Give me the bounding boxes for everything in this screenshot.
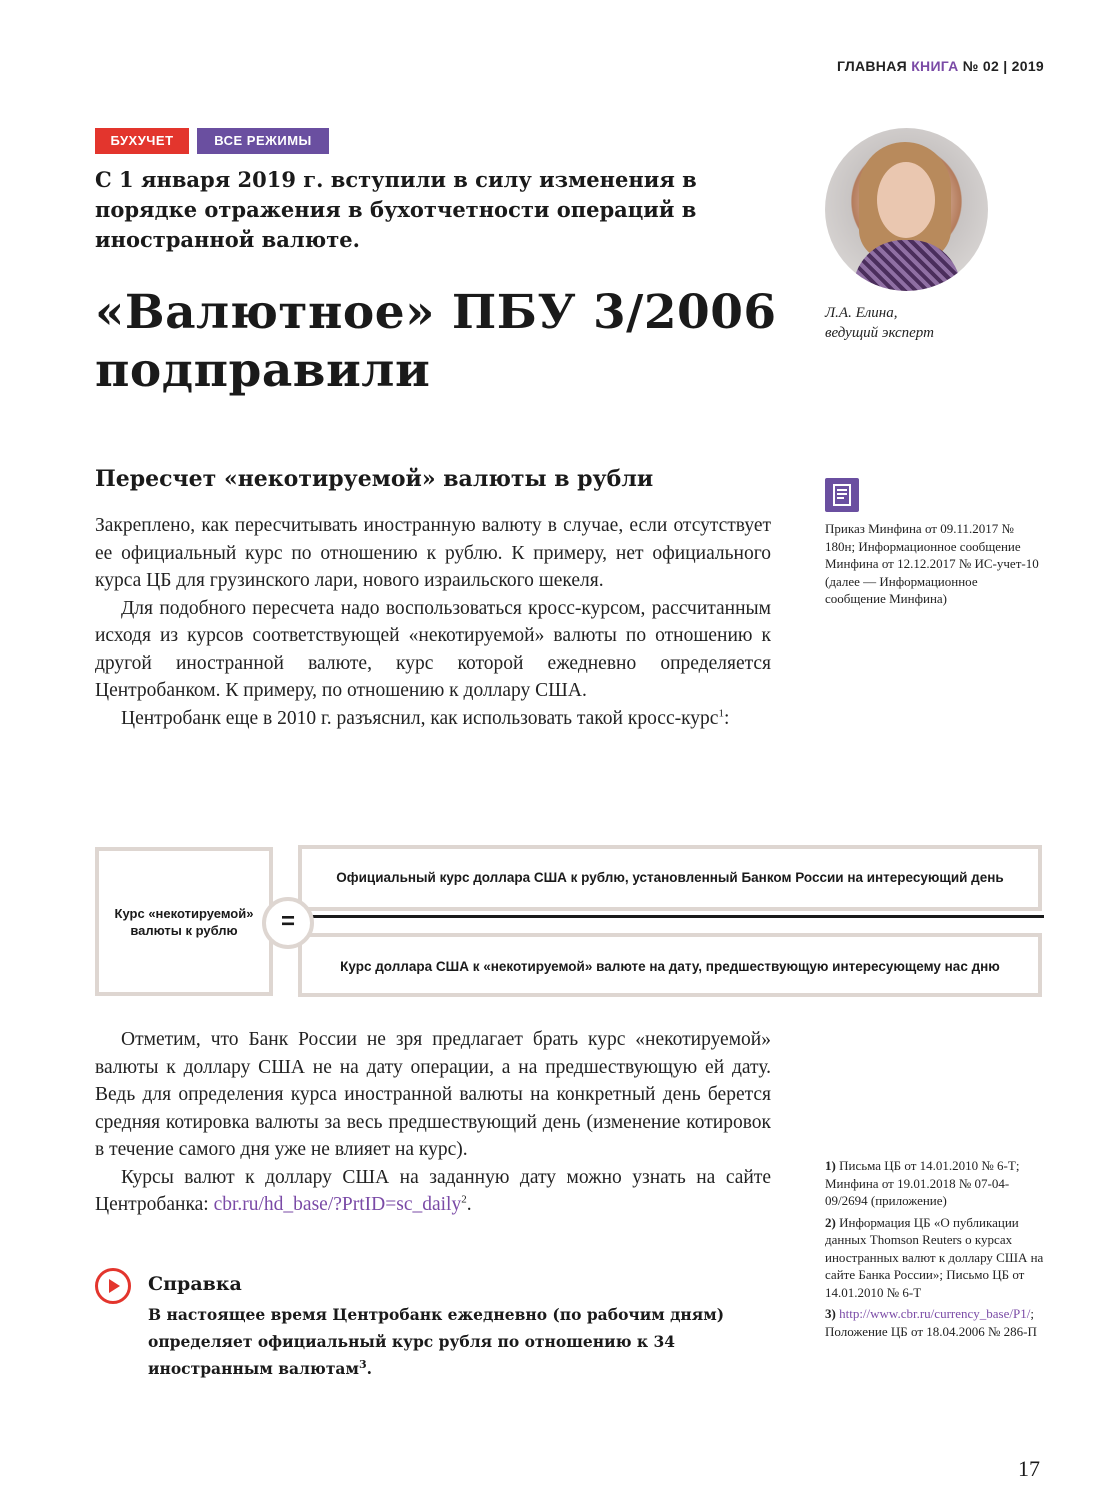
author-role: ведущий эксперт	[825, 325, 934, 341]
paragraph-3-text: Центробанк еще в 2010 г. разъяснил, как использовать такой кросс-курс	[121, 707, 719, 729]
lead-paragraph: С 1 января 2019 г. вступили в силу изменения в порядке отражения в бухотчетности операций в иностранной валюте.	[95, 167, 697, 252]
masthead	[837, 58, 1044, 74]
formula-denominator: Курс доллара США к «некотируемой» валюте на дату, предшествующую интересующему нас дню	[340, 959, 1000, 974]
footnote-3	[825, 1305, 1050, 1340]
section-heading: Пересчет «некотируемой» валюты в рубли	[95, 466, 654, 492]
paragraph-2: Для подобного пересчета надо воспользоваться кросс-курсом, рассчитанным исходя из курсов соответствующей «некотируемой» валюты по отношению к другой иностранной валюте, курс которой ежедневно определяется Центробанком. К примеру, по отношению к доллару США.	[95, 597, 771, 701]
tag-buhuchet: БУХУЧЕТ	[95, 128, 189, 154]
brand-accent: КНИГА	[911, 58, 959, 74]
tag-all-regimes: ВСЕ РЕЖИМЫ	[197, 128, 329, 154]
formula-numerator: Официальный курс доллара США к рублю, установленный Банком России на интересующий день	[336, 870, 1004, 885]
paragraph-3	[95, 705, 771, 733]
footnote-3-text: ; Положение ЦБ от 18.04.2006 № 286-П	[825, 1306, 1037, 1339]
paragraph-1: Закреплено, как пересчитывать иностранную валюту в случае, если отсутствует ее официальный курс по отношению к рублю. К примеру, нет официального курса ЦБ для грузинского лари, нового израильского шекеля.	[95, 515, 771, 591]
author-photo	[825, 128, 988, 291]
paragraph-5-end: .	[466, 1194, 472, 1215]
page-number: 17	[1018, 1456, 1040, 1481]
equals-sign: =	[262, 897, 314, 949]
title-line-1: «Валютное» ПБУ 3/2006	[95, 285, 777, 340]
sidenote-sources: Приказ Минфина от 09.11.2017 № 180н; Информационное сообщение Минфина от 12.12.2017 № ИС-учет-10 (далее — Информационное сообщение Минфина)	[825, 521, 1039, 606]
title-line-2: подправили	[95, 343, 431, 398]
paragraph-3-end: :	[723, 707, 730, 729]
cbr-link[interactable]: cbr.ru/hd_base/?PrtID=sc_daily	[213, 1194, 462, 1215]
reference-end: .	[366, 1359, 373, 1378]
formula-denominator-box	[298, 933, 1042, 997]
footnote-2-num: 2)	[825, 1214, 836, 1230]
footnote-3-num: 3)	[825, 1306, 836, 1321]
footnote-ref-2[interactable]: 2	[461, 1193, 467, 1206]
reference-text: В настоящее время Центробанк ежедневно (по рабочим дням) определяет официальный курс рубля по отношению к 34 иностранным валютам	[148, 1305, 725, 1378]
reference-title: Справка	[148, 1273, 242, 1295]
paragraph-5-text: Курсы валют к доллару США на заданную дату можно узнать на сайте Центробанка:	[95, 1166, 771, 1215]
formula-left-box	[95, 847, 273, 996]
paragraph-4: Отметим, что Банк России не зря предлагает брать курс «некотируемой» валюты к доллару США не на дату операции, а на предшествующую ей дату. Ведь для определения курса иностранной валюты на конкретный день берется средняя котировка валюты за весь предшествующий день (изменение котировок в течение самого дня уже не влияет на курс).	[95, 1029, 771, 1160]
document-icon	[825, 478, 859, 512]
footnote-ref-3[interactable]: 3	[358, 1357, 367, 1371]
brand-main: ГЛАВНАЯ	[836, 58, 907, 74]
paragraph-5	[95, 1164, 771, 1219]
footnote-2-text: Информация ЦБ «О публикации данных Thomson Reuters о курсах иностранных валют к доллару США на сайте Банка России»; Письмо ЦБ от 14.01.2010 № 6-Т	[825, 1214, 1044, 1300]
footnotes	[825, 1157, 1050, 1344]
article-title	[95, 284, 795, 400]
play-icon	[95, 1268, 131, 1304]
footnote-2	[825, 1214, 1050, 1302]
issue-number: № 02 | 2019	[962, 58, 1044, 74]
footnote-ref-1[interactable]: 1	[718, 707, 724, 719]
fraction-line	[310, 915, 1044, 918]
footnote-3-link[interactable]: http://www.cbr.ru/currency_base/P1/	[839, 1306, 1031, 1321]
author-name: Л.А. Елина,	[825, 305, 898, 321]
reference-body	[148, 1301, 758, 1382]
footnote-1	[825, 1157, 1050, 1210]
formula-numerator-box	[298, 845, 1042, 911]
formula-left-label: Курс «некотируемой» валюты к рублю	[114, 906, 254, 938]
body-text-top	[95, 512, 771, 732]
body-text-bottom	[95, 1026, 771, 1219]
footnote-1-text: Письма ЦБ от 14.01.2010 № 6-Т; Минфина от 19.01.2018 № 07-04-09/2694 (приложение)	[825, 1158, 1020, 1208]
footnote-1-num: 1)	[825, 1158, 836, 1173]
author-caption	[825, 303, 934, 343]
